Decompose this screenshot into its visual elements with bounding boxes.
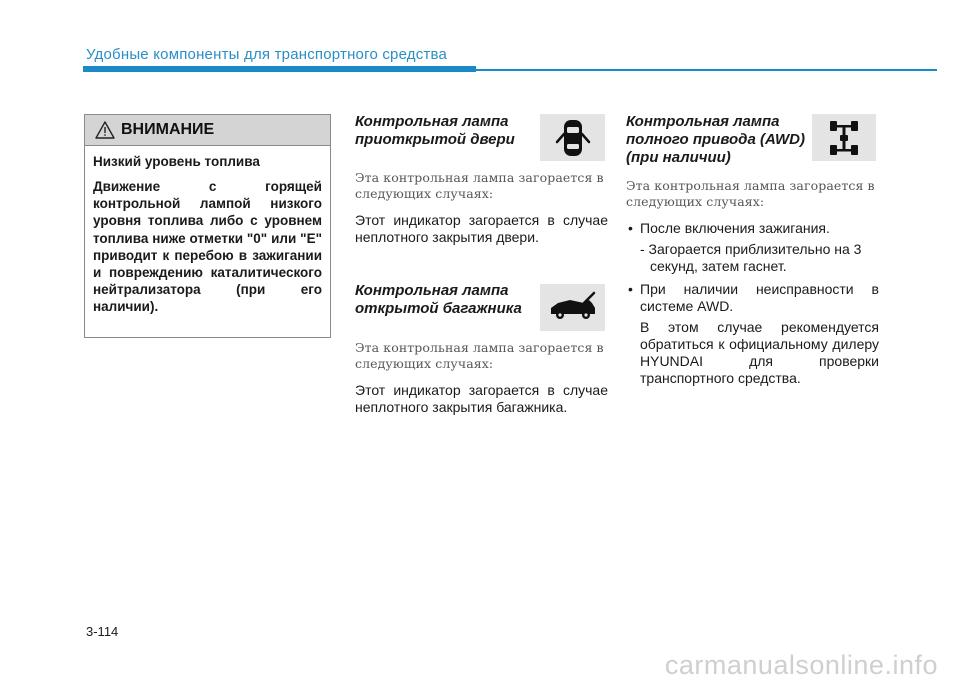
- trunk-body: [355, 340, 608, 416]
- trunk-intro: Эта контрольная лампа загорается в следующих случаях:: [355, 340, 604, 371]
- awd-dash-1: - Загорается приблизительно на 3 секунд, затем гаснет.: [640, 241, 862, 274]
- warning-subtitle: Низкий уровень топлива: [93, 154, 260, 169]
- warning-header: [85, 115, 330, 146]
- awd-bullet-2: [626, 281, 879, 315]
- door-text: Этот индикатор загорается в случае неплотного закрытия двери.: [355, 212, 608, 245]
- door-body: [355, 170, 608, 246]
- bullet-mark: •: [628, 281, 633, 297]
- trunk-open-icon: [548, 290, 598, 326]
- awd-bullet-1-text: После включения зажигания.: [640, 220, 830, 236]
- awd-icon-box: [812, 114, 876, 161]
- awd-bullet-2-text: При наличии неисправности в системе AWD.: [640, 281, 879, 314]
- awd-bullet-2-detail: В этом случае рекомендуется обратиться к официальному дилеру HYUNDAI для проверки транспортного средства.: [640, 319, 879, 386]
- page-number: 3-114: [86, 624, 119, 639]
- header-rule-thin: [476, 69, 937, 71]
- warning-triangle-icon: [95, 121, 115, 139]
- door-title: Контрольная лампа приоткрытой двери: [355, 113, 515, 148]
- awd-body: [626, 178, 879, 387]
- warning-box: [84, 114, 331, 338]
- awd-intro: Эта контрольная лампа загорается в следующих случаях:: [626, 178, 875, 209]
- watermark: carmanualsonline.info: [664, 650, 938, 680]
- door-intro: Эта контрольная лампа загорается в следующих случаях:: [355, 170, 604, 201]
- bullet-mark: •: [628, 220, 633, 236]
- warning-text: Движение с горящей контрольной лампой низкого уровня топлива либо с уровнем топлива ниже отметки "0" или "E" приводит к перебою в зажигании и повреждению каталитического нейтрализатора (при его наличии).: [93, 179, 322, 315]
- awd-title: Контрольная лампа полного привода (AWD) (при наличии): [626, 113, 805, 166]
- header-rule-thick: [83, 66, 476, 72]
- awd-bullet-1: [626, 220, 879, 237]
- page-header-title: Удобные компоненты для транспортного средства: [86, 46, 448, 63]
- warning-title: ВНИМАНИЕ: [121, 121, 215, 138]
- trunk-text: Этот индикатор загорается в случае неплотного закрытия багажника.: [355, 382, 608, 415]
- awd-icon: [824, 116, 864, 160]
- trunk-icon-box: [540, 284, 605, 331]
- trunk-title: Контрольная лампа открытой багажника: [355, 282, 522, 317]
- door-ajar-icon: [553, 116, 593, 160]
- door-icon-box: [540, 114, 605, 161]
